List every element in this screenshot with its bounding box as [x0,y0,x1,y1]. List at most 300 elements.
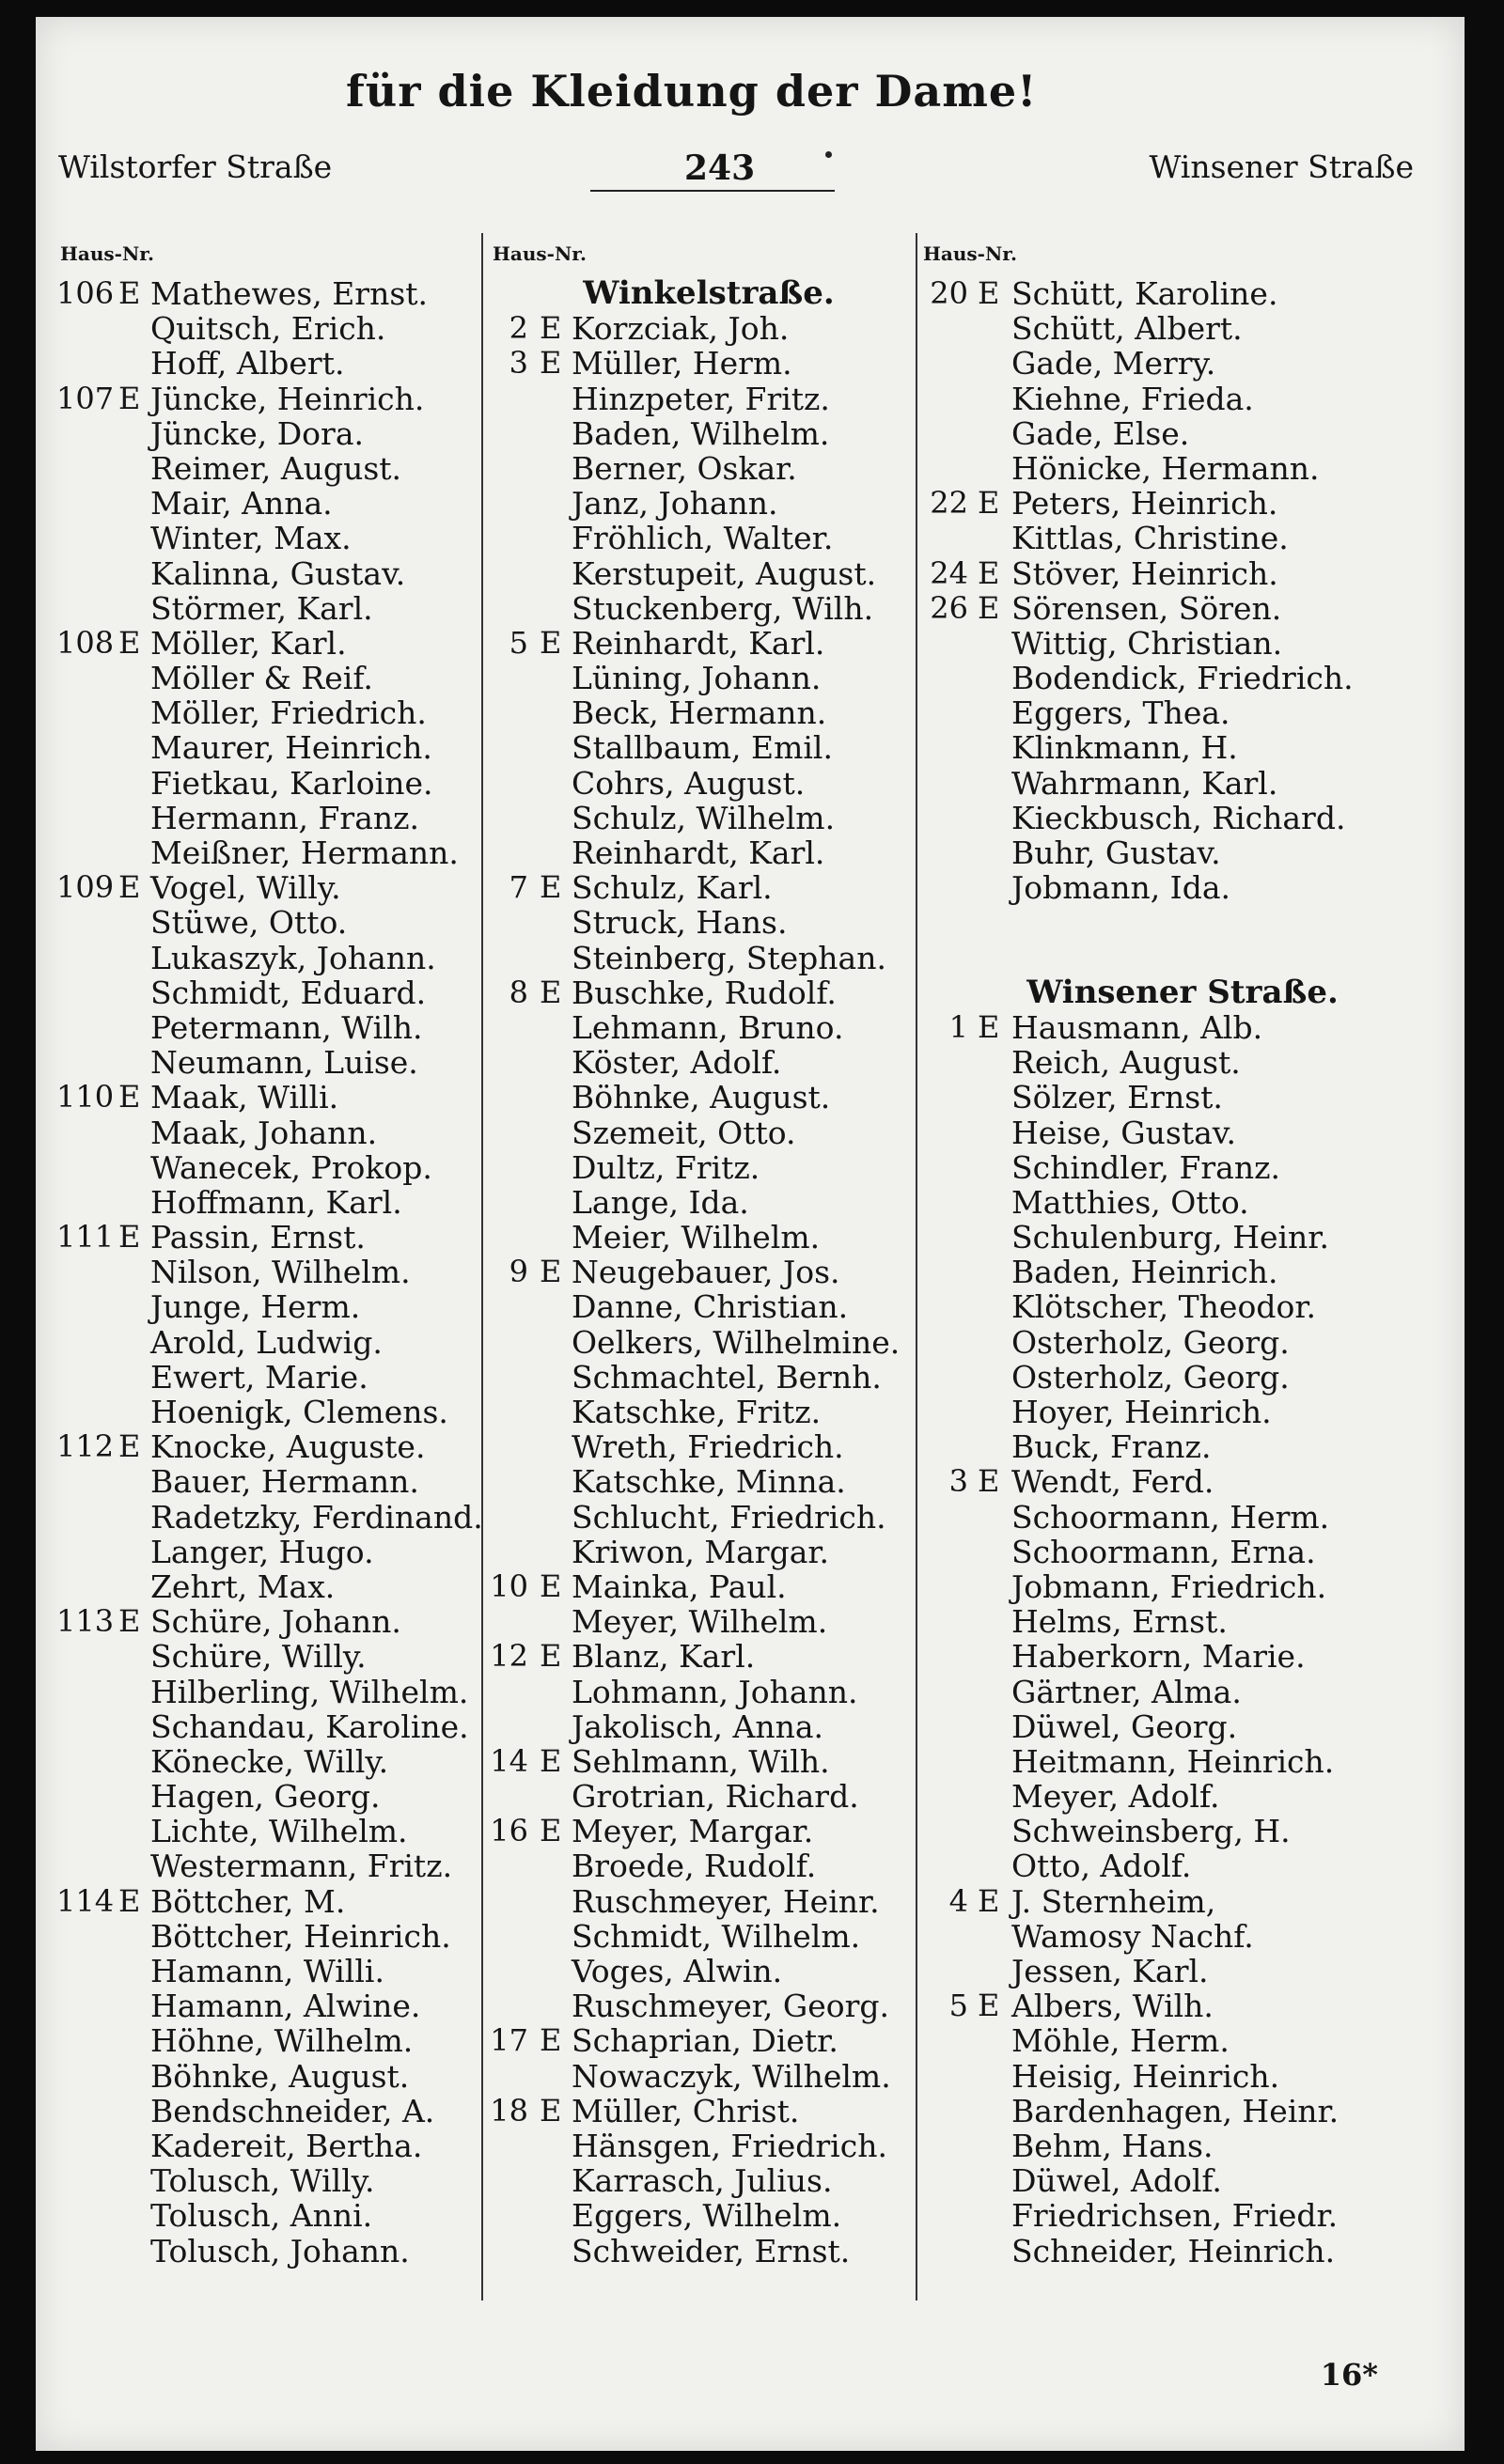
owner-marker: E [118,1603,141,1640]
resident-entry [56,1325,506,1360]
resident-entry [489,2163,929,2198]
resident-name: Reich, August. [1011,1044,1241,1082]
resident-entry [919,661,1446,695]
resident-entry [489,1884,929,1919]
resident-entry [919,2094,1446,2129]
resident-name: Nowaczyk, Wilhelm. [572,2057,891,2095]
resident-entry [489,1325,929,1360]
resident-entry [919,416,1446,451]
resident-name: Jobmann, Ida. [1011,869,1230,907]
resident-name: Buhr, Gustav. [1011,834,1221,871]
resident-name: Schüre, Willy. [150,1638,367,1676]
resident-name: Wittig, Christian. [1011,624,1283,662]
resident-entry [56,835,506,870]
resident-name: Szemeit, Otto. [572,1114,796,1151]
resident-name: Maak, Johann. [150,1114,378,1151]
resident-name: Fietkau, Karloine. [150,764,433,802]
resident-name: Kalinna, Gustav. [150,554,406,592]
resident-name: Wamosy Nachf. [1011,1917,1254,1955]
resident-entry [489,1535,929,1569]
resident-entry [919,1779,1446,1814]
resident-entry [489,1185,929,1220]
resident-entry [919,556,1446,591]
resident-name: Neumann, Luise. [150,1044,418,1082]
resident-name: Lange, Ida. [572,1183,749,1221]
resident-name: Mair, Anna. [150,485,333,522]
resident-entry [489,941,929,975]
resident-name: Könecke, Willy. [150,1742,389,1780]
spacer [919,905,1446,940]
resident-name: Junge, Herm. [150,1288,361,1326]
resident-name: Baden, Wilhelm. [572,414,830,452]
resident-name: Schütt, Albert. [1011,310,1243,348]
house-number: 18 [490,2092,528,2129]
resident-name: Osterholz, Georg. [1011,1323,1290,1361]
resident-entry [919,1848,1446,1883]
resident-name: Klötscher, Theodor. [1011,1288,1316,1326]
resident-name: Katschke, Fritz. [572,1394,822,1430]
resident-entry [919,591,1446,626]
resident-name: Hamann, Willi. [150,1953,384,1989]
resident-name: Tolusch, Willy. [150,2162,375,2200]
resident-name: Meyer, Wilhelm. [572,1603,828,1641]
resident-name: Kittlas, Christine. [1011,520,1289,557]
owner-marker: E [118,1079,141,1115]
house-number: 106 [56,275,115,311]
resident-name: Helms, Ernst. [1011,1603,1228,1641]
page-number-rule [590,190,835,192]
resident-name: Reimer, August. [150,449,402,487]
owner-marker: E [978,485,1000,522]
resident-name: Köster, Adolf. [572,1044,782,1082]
resident-name: Jüncke, Heinrich. [150,380,425,417]
resident-name: Höhne, Wilhelm. [150,2022,414,2060]
owner-marker: E [540,1567,562,1604]
resident-name: Hoenigk, Clemens. [150,1394,448,1430]
resident-entry [56,2198,506,2233]
resident-entry [919,1255,1446,1289]
resident-entry [489,1814,929,1848]
resident-entry [56,1360,506,1395]
resident-name: Heise, Gustav. [1011,1114,1237,1151]
resident-name: Danne, Christian. [572,1288,849,1326]
resident-name: Schüre, Johann. [150,1603,401,1641]
resident-name: Stallbaum, Emil. [572,729,833,767]
resident-name: Düwel, Adolf. [1011,2162,1222,2200]
resident-entry [56,2129,506,2163]
owner-marker: E [118,869,141,906]
resident-name: Katschke, Minna. [572,1463,846,1501]
resident-entry [919,1604,1446,1639]
resident-entry [489,2023,929,2058]
resident-name: Gärtner, Alma. [1011,1673,1242,1710]
resident-entry [919,346,1446,381]
house-number: 7 [509,869,528,906]
resident-name: Oelkers, Wilhelmine. [572,1323,901,1361]
resident-entry [919,382,1446,416]
resident-entry [489,766,929,801]
street-heading: Winsener Straße. [1026,973,1339,1011]
resident-name: Petermann, Wilh. [150,1008,423,1046]
resident-name: Jessen, Karl. [1011,1953,1209,1989]
resident-name: Passin, Ernst. [150,1219,366,1256]
resident-name: Otto, Adolf. [1011,1848,1192,1885]
resident-name: Böttcher, Heinrich. [150,1917,451,1955]
resident-entry [56,1744,506,1779]
resident-entry [919,1325,1446,1360]
house-number: 17 [490,2022,528,2059]
resident-name: Jobmann, Friedrich. [1011,1567,1327,1605]
house-number: 22 [930,485,968,522]
resident-name: Schoormann, Herm. [1011,1498,1330,1536]
resident-name: Knocke, Auguste. [150,1428,426,1466]
resident-name: Böhnke, August. [572,1079,831,1116]
resident-name: Böttcher, M. [150,1882,346,1920]
resident-entry [56,1675,506,1709]
owner-marker: E [978,275,1000,311]
resident-entry [489,451,929,486]
house-number: 2 [509,310,528,347]
resident-name: Hausmann, Alb. [1011,1008,1263,1046]
resident-entry [56,2023,506,2058]
house-number: 5 [509,624,528,661]
owner-marker: E [540,1638,562,1675]
resident-name: Fröhlich, Walter. [572,520,834,557]
resident-name: Möller & Reif. [150,660,373,697]
resident-name: Schütt, Karoline. [1011,275,1278,312]
resident-entry [489,1080,929,1115]
resident-name: Hoff, Albert. [150,345,345,382]
resident-name: Eggers, Wilhelm. [572,2197,842,2235]
resident-name: Möhle, Herm. [1011,2022,1230,2060]
resident-name: Jüncke, Dora. [150,414,364,452]
resident-name: Berner, Oskar. [572,449,797,487]
resident-name: Bodendick, Friedrich. [1011,660,1354,697]
resident-name: J. Sternheim, [1011,1882,1216,1920]
resident-name: Stüwe, Otto. [150,904,348,942]
resident-entry [489,1500,929,1535]
resident-name: Radetzky, Ferdinand. [150,1498,483,1536]
resident-name: Steinberg, Stephan. [572,939,886,976]
resident-entry [919,2198,1446,2233]
resident-entry [919,1744,1446,1779]
resident-entry [489,975,929,1010]
resident-entry [919,1045,1446,1080]
resident-entry [489,801,929,835]
resident-name: Wreth, Friedrich. [572,1428,844,1466]
resident-entry [919,1010,1446,1045]
resident-entry [489,835,929,870]
column-right [919,235,1446,2394]
resident-name: Möller, Friedrich. [150,694,427,732]
resident-entry [919,1289,1446,1324]
owner-marker: E [540,869,562,906]
resident-name: Störmer, Karl. [150,589,373,627]
resident-entry [56,1500,506,1535]
resident-entry [919,1500,1446,1535]
resident-entry [56,521,506,555]
resident-entry [489,1744,929,1779]
resident-entry [489,2129,929,2163]
resident-name: Zehrt, Max. [150,1567,336,1605]
resident-entry [919,626,1446,661]
house-number: 10 [490,1567,528,1604]
resident-name: Broede, Rudolf. [572,1848,817,1885]
owner-marker: E [540,310,562,347]
resident-entry [56,2094,506,2129]
resident-entry [489,1289,929,1324]
resident-entry [56,1919,506,1954]
house-number: 111 [56,1219,115,1255]
house-number: 20 [930,275,968,311]
house-number: 3 [948,1463,968,1500]
resident-entry [489,1779,929,1814]
resident-entry [489,1464,929,1499]
resident-name: Haberkorn, Marie. [1011,1638,1306,1676]
resident-name: Langer, Hugo. [150,1533,374,1570]
resident-entry [56,1395,506,1429]
resident-entry [919,766,1446,801]
resident-entry [919,1115,1446,1150]
resident-entry [919,2023,1446,2058]
resident-name: Friedrichsen, Friedr. [1011,2197,1339,2235]
resident-entry [919,1185,1446,1220]
resident-entry [56,556,506,591]
resident-entry [489,2094,929,2129]
resident-name: Korzciak, Joh. [572,310,790,348]
resident-entry [489,1429,929,1464]
resident-entry [56,870,506,905]
resident-name: Grotrian, Richard. [572,1778,859,1816]
resident-entry [919,1220,1446,1255]
resident-entry [56,1569,506,1604]
resident-entry [489,521,929,555]
owner-marker: E [118,1219,141,1255]
resident-name: Schlucht, Friedrich. [572,1498,886,1536]
resident-name: Möller, Karl. [150,624,347,662]
house-number: 26 [930,589,968,626]
resident-name: Hönicke, Hermann. [1011,449,1320,487]
resident-entry [489,1675,929,1709]
resident-name: Peters, Heinrich. [1011,485,1278,522]
owner-marker: E [540,2092,562,2129]
resident-entry [919,730,1446,765]
resident-entry [56,416,506,451]
resident-entry [56,975,506,1010]
resident-name: Maak, Willi. [150,1079,339,1116]
resident-name: Matthies, Otto. [1011,1183,1249,1221]
owner-marker: E [540,974,562,1010]
resident-entry [56,1848,506,1883]
resident-entry [56,311,506,346]
resident-entry [56,1988,506,2023]
directory-page [36,17,1465,2451]
resident-entry [489,486,929,521]
resident-name: Albers, Wilh. [1011,1988,1214,2025]
resident-name: Hoyer, Heinrich. [1011,1394,1272,1430]
resident-name: Hoffmann, Karl. [150,1183,402,1221]
resident-entry [919,1150,1446,1185]
resident-name: Gade, Else. [1011,414,1190,452]
resident-entry [919,311,1446,346]
ink-dot [825,151,832,158]
resident-name: Mathewes, Ernst. [150,275,429,312]
resident-name: Gade, Merry. [1011,345,1216,382]
resident-entry [919,1395,1446,1429]
house-number: 114 [56,1882,115,1919]
resident-entry [489,1639,929,1674]
owner-marker: E [978,1988,1000,2024]
resident-name: Schneider, Heinrich. [1011,2232,1336,2269]
resident-name: Struck, Hans. [572,904,788,942]
resident-entry [56,1429,506,1464]
resident-name: Bendschneider, A. [150,2092,435,2129]
owner-marker: E [540,624,562,661]
resident-name: Schoormann, Erna. [1011,1533,1316,1570]
resident-entry [56,2059,506,2094]
resident-name: Schaprian, Dietr. [572,2022,838,2060]
resident-entry [56,1150,506,1185]
resident-name: Buck, Franz. [1011,1428,1212,1466]
resident-entry [919,801,1446,835]
resident-entry [489,346,929,381]
owner-marker: E [118,1428,141,1465]
resident-entry [56,1115,506,1150]
resident-entry [489,1604,929,1639]
resident-name: Schmidt, Eduard. [150,974,427,1011]
owner-marker: E [540,1742,562,1779]
resident-entry [919,1535,1446,1569]
advertising-banner: für die Kleidung der Dame! [346,66,1038,117]
resident-entry [489,591,929,626]
resident-entry [489,1954,929,1988]
resident-entry [489,1919,929,1954]
resident-entry [56,626,506,661]
resident-entry [919,1988,1446,2023]
resident-entry [489,1709,929,1744]
owner-marker: E [118,275,141,311]
house-number: 112 [56,1428,115,1465]
resident-name: Bardenhagen, Heinr. [1011,2092,1340,2129]
resident-name: Kieckbusch, Richard. [1011,799,1346,836]
owner-marker: E [978,1008,1000,1045]
resident-name: Stöver, Heinrich. [1011,554,1278,592]
house-number: 12 [490,1638,528,1675]
resident-name: Böhnke, August. [150,2057,410,2095]
resident-entry [489,416,929,451]
haus-nr-header: Haus-Nr. [923,242,1017,265]
resident-entry [919,1919,1446,1954]
resident-name: Reinhardt, Karl. [572,624,825,662]
resident-entry [489,1150,929,1185]
resident-entry [56,766,506,801]
resident-name: Stuckenberg, Wilh. [572,589,874,627]
resident-name: Schulz, Wilhelm. [572,799,836,836]
resident-entry [919,2129,1446,2163]
resident-name: Lohmann, Johann. [572,1673,858,1710]
resident-name: Schulz, Karl. [572,869,773,907]
resident-entry [919,451,1446,486]
resident-name: Meyer, Adolf. [1011,1778,1220,1816]
owner-marker: E [978,1463,1000,1500]
resident-entry [56,1604,506,1639]
resident-entry [489,2234,929,2269]
owner-marker: E [978,554,1000,591]
resident-name: Wahrmann, Karl. [1011,764,1278,802]
resident-entry [56,661,506,695]
resident-name: Schmachtel, Bernh. [572,1358,882,1396]
resident-name: Tolusch, Johann. [150,2232,410,2269]
house-number: 108 [56,624,115,661]
resident-name: Voges, Alwin. [572,1953,783,1989]
resident-entry [919,1675,1446,1709]
resident-name: Ruschmeyer, Georg. [572,1988,890,2025]
resident-name: Ruschmeyer, Heinr. [572,1882,880,1920]
resident-entry [56,1185,506,1220]
owner-marker: E [118,1882,141,1919]
resident-entry [56,1010,506,1045]
resident-entry [919,1569,1446,1604]
house-number: 9 [509,1254,528,1290]
resident-entry [56,1639,506,1674]
haus-nr-header: Haus-Nr. [493,242,587,265]
owner-marker: E [978,589,1000,626]
resident-entry [56,1779,506,1814]
resident-name: Osterholz, Georg. [1011,1358,1290,1396]
running-header-right: Winsener Straße [1149,148,1414,185]
resident-name: Wendt, Ferd. [1011,1463,1214,1501]
resident-name: Sörensen, Sören. [1011,589,1282,627]
resident-name: Heisig, Heinrich. [1011,2057,1280,2095]
owner-marker: E [540,1813,562,1849]
resident-entry [56,1289,506,1324]
resident-entry [56,382,506,416]
resident-name: Cohrs, August. [572,764,806,802]
resident-entry [919,1954,1446,1988]
resident-name: Kriwon, Margar. [572,1533,830,1570]
resident-name: Heitmann, Heinrich. [1011,1742,1335,1780]
resident-entry [919,695,1446,730]
resident-entry [919,521,1446,555]
page-number: 243 [684,148,756,188]
resident-name: Maurer, Heinrich. [150,729,432,767]
resident-name: Kadereit, Bertha. [150,2127,423,2164]
resident-name: Karrasch, Julius. [572,2162,833,2200]
resident-entry [919,2059,1446,2094]
house-number: 5 [948,1988,968,2024]
resident-entry [56,1080,506,1115]
resident-name: Winter, Max. [150,520,352,557]
resident-entry [489,905,929,940]
house-number: 8 [509,974,528,1010]
resident-name: Meißner, Hermann. [150,834,459,871]
resident-entry [489,730,929,765]
spacer [919,941,1446,975]
resident-entry [919,1360,1446,1395]
resident-entry [489,1988,929,2023]
resident-entry [56,451,506,486]
resident-entry [56,1884,506,1919]
resident-entry [489,1010,929,1045]
resident-entry [56,2234,506,2269]
resident-entry [56,695,506,730]
house-number: 16 [490,1813,528,1849]
resident-entry [919,1884,1446,1919]
resident-entry [56,730,506,765]
resident-entry [56,1220,506,1255]
resident-entry [56,276,506,311]
resident-entry [56,801,506,835]
